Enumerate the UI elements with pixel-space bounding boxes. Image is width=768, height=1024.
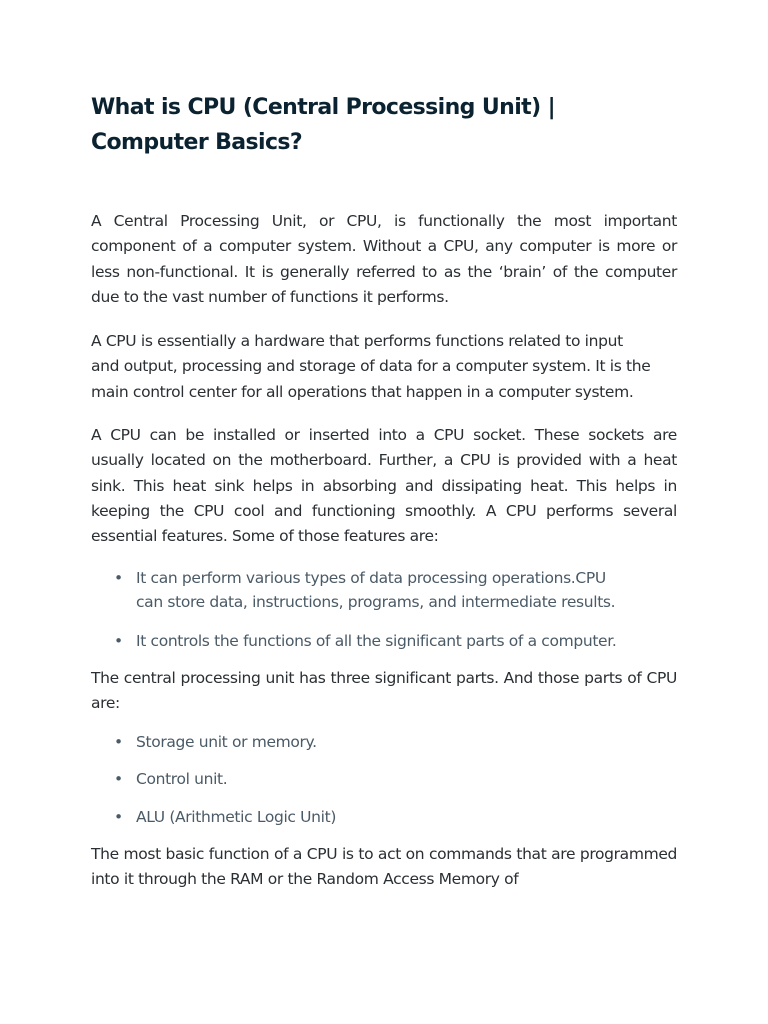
list-item-text: ALU (Arithmetic Logic Unit) — [136, 807, 337, 826]
paragraph-parts-intro: The central processing unit has three significant parts. And those parts of CPU are: — [91, 669, 677, 713]
paragraph-intro: A Central Processing Unit, or CPU, is functionally the most important component of a computer system. Without a CPU, any computer is more or less non-functional. It is generally referred to as the ‘brain’ of the computer due to the vast number of functions it performs. — [91, 212, 677, 306]
list-item-text: It can perform various types of data processing operations.CPU can store data, instructions, programs, and intermediate results. — [136, 568, 616, 612]
bullet-icon: • — [114, 807, 123, 826]
bullet-icon: • — [114, 568, 123, 587]
list-item-text: It controls the functions of all the significant parts of a computer. — [136, 631, 617, 650]
paragraph-socket: A CPU can be installed or inserted into a CPU socket. These sockets are usually located on the motherboard. Further, a CPU is provided with a heat sink. This heat sink helps in absorbing and dissipating heat. This helps in keeping the CPU cool and functioning smoothly. A CPU performs several essential features. Some of those features are: — [91, 426, 677, 546]
bullet-icon: • — [114, 732, 123, 751]
list-item — [114, 629, 677, 654]
page-title: What is CPU (Central Processing Unit) | Computer Basics? — [91, 95, 556, 155]
list-item — [114, 730, 677, 755]
list-item-text: Control unit. — [136, 770, 228, 789]
paragraph-hardware: A CPU is essentially a hardware that performs functions related to input and output, processing and storage of data for a computer system. It is the main control center for all operations that happen in a computer system. — [91, 332, 651, 401]
article — [91, 90, 677, 893]
list-item — [114, 566, 636, 615]
bullet-icon: • — [114, 631, 123, 650]
bullet-icon: • — [114, 770, 123, 789]
list-item — [114, 805, 677, 830]
list-item — [114, 767, 677, 792]
features-list — [91, 566, 677, 654]
paragraph-function: The most basic function of a CPU is to act on commands that are programmed into it through the RAM or the Random Access Memory of — [91, 845, 677, 889]
list-item-text: Storage unit or memory. — [136, 732, 317, 751]
parts-list — [91, 730, 677, 830]
